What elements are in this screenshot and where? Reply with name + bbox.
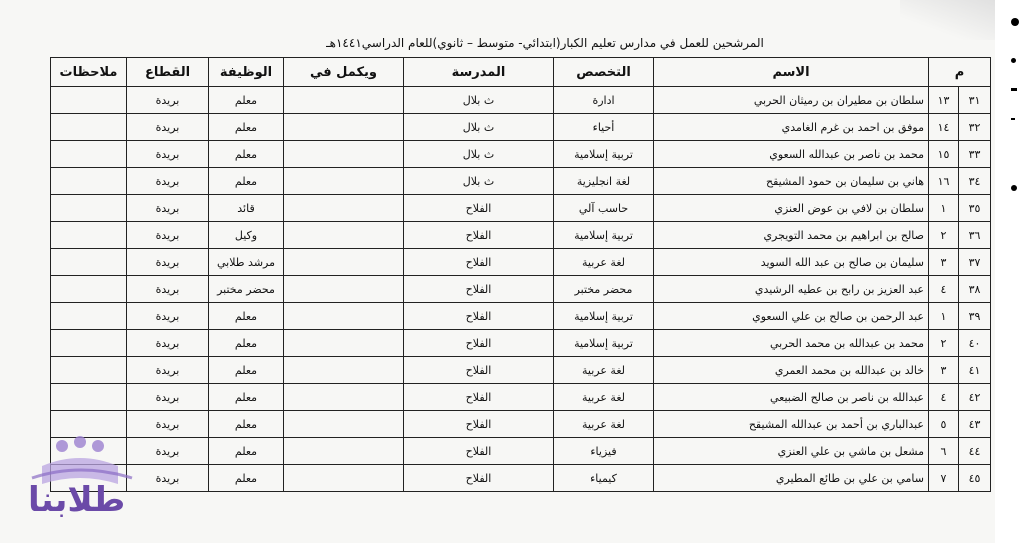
cell-sub: ٣ [929,249,959,276]
cell-job: معلم [209,141,284,168]
cell-sub: ١٦ [929,168,959,195]
cell-sub: ٤ [929,276,959,303]
cell-name: عبد الرحمن بن صالح بن علي السعوي [654,303,929,330]
cell-job: معلم [209,411,284,438]
cell-name: مشعل بن ماشي بن علي العنزي [654,438,929,465]
cell-sub: ١٤ [929,114,959,141]
cell-name: سليمان بن صالح بن عبد الله السويد [654,249,929,276]
cell-name: عبدالباري بن أحمد بن عبدالله المشيقح [654,411,929,438]
cell-sub: ٢ [929,330,959,357]
cell-spec: فيزياء [554,438,654,465]
cell-complete [284,384,404,411]
cell-num: ٣٧ [959,249,991,276]
cell-school: الفلاح [404,357,554,384]
cell-sector: بريدة [127,384,209,411]
table-row [51,276,991,303]
cell-num: ٤٣ [959,411,991,438]
cell-num: ٤٢ [959,384,991,411]
cell-complete [284,330,404,357]
cell-sector: بريدة [127,87,209,114]
cell-job: معلم [209,87,284,114]
header-school: المدرسة [404,58,554,87]
cell-notes [51,303,127,330]
table-row [51,195,991,222]
cell-sector: بريدة [127,168,209,195]
cell-sub: ٧ [929,465,959,492]
table-row [51,141,991,168]
table-row [51,249,991,276]
cell-complete [284,195,404,222]
cell-sub: ١٥ [929,141,959,168]
header-num: م [929,58,991,87]
cell-spec: لغة عربية [554,249,654,276]
document-title: المرشحين للعمل في مدارس تعليم الكبار(ابتدائي- متوسط – ثانوي)للعام الدراسي١٤٤١هـ [326,36,764,50]
cell-num: ٤٤ [959,438,991,465]
cell-school: ث بلال [404,168,554,195]
cell-notes [51,222,127,249]
cell-name: محمد بن ناصر بن عبدالله السعوي [654,141,929,168]
cell-name: عبد العزيز بن رابح بن عطيه الرشيدي [654,276,929,303]
cell-name: سلطان بن مطيران بن رميثان الحربي [654,87,929,114]
table-row [51,330,991,357]
cell-school: الفلاح [404,465,554,492]
cell-job: محضر مختبر [209,276,284,303]
table-row [51,384,991,411]
header-complete: ويكمل في [284,58,404,87]
cell-spec: تربية إسلامية [554,141,654,168]
cell-school: الفلاح [404,384,554,411]
cell-spec: لغة عربية [554,384,654,411]
cell-sector: بريدة [127,114,209,141]
cell-complete [284,249,404,276]
cell-num: ٣٩ [959,303,991,330]
cell-notes [51,87,127,114]
cell-complete [284,438,404,465]
table-row [51,87,991,114]
watermark-text: طلابنا [28,480,126,520]
header-sector: القطاع [127,58,209,87]
cell-sector: بريدة [127,330,209,357]
cell-spec: كيمياء [554,465,654,492]
cell-notes [51,330,127,357]
cell-notes [51,195,127,222]
cell-notes [51,357,127,384]
table-row [51,222,991,249]
cell-school: الفلاح [404,276,554,303]
cell-spec: حاسب آلي [554,195,654,222]
cell-school: ث بلال [404,141,554,168]
table-row [51,411,991,438]
header-name: الاسم [654,58,929,87]
cell-spec: أحياء [554,114,654,141]
cell-spec: تربية إسلامية [554,303,654,330]
cell-job: مرشد طلابي [209,249,284,276]
cell-spec: تربية إسلامية [554,222,654,249]
table-row [51,465,991,492]
cell-complete [284,87,404,114]
cell-num: ٣٣ [959,141,991,168]
cell-sector: بريدة [127,303,209,330]
cell-complete [284,222,404,249]
cell-complete [284,276,404,303]
cell-sub: ٥ [929,411,959,438]
cell-spec: لغة انجليزية [554,168,654,195]
cell-sub: ١٣ [929,87,959,114]
cell-notes [51,168,127,195]
cell-spec: ادارة [554,87,654,114]
cell-sector: بريدة [127,411,209,438]
table-header-row [51,58,991,87]
cell-sub: ٦ [929,438,959,465]
cell-job: معلم [209,303,284,330]
cell-job: معلم [209,357,284,384]
cell-complete [284,114,404,141]
cell-job: معلم [209,168,284,195]
cell-notes [51,141,127,168]
cell-job: معلم [209,438,284,465]
cell-sector: بريدة [127,141,209,168]
cell-num: ٣٤ [959,168,991,195]
cell-spec: محضر مختبر [554,276,654,303]
cell-school: الفلاح [404,249,554,276]
cell-complete [284,168,404,195]
cell-num: ٣١ [959,87,991,114]
cell-name: سلطان بن لافي بن عوض العنزي [654,195,929,222]
table-row [51,168,991,195]
candidates-table [50,57,991,492]
cell-num: ٣٥ [959,195,991,222]
cell-sector: بريدة [127,276,209,303]
cell-name: هاني بن سليمان بن حمود المشيقح [654,168,929,195]
table-row [51,357,991,384]
cell-complete [284,357,404,384]
cell-name: موفق بن احمد بن غرم الغامدي [654,114,929,141]
cell-num: ٤٥ [959,465,991,492]
cell-sector: بريدة [127,222,209,249]
cell-spec: تربية إسلامية [554,330,654,357]
cell-sector: بريدة [127,249,209,276]
cell-sub: ١ [929,195,959,222]
cell-sector: بريدة [127,465,209,492]
cell-job: وكيل [209,222,284,249]
cell-notes [51,384,127,411]
cell-num: ٣٦ [959,222,991,249]
table-row [51,303,991,330]
header-notes: ملاحظات [51,58,127,87]
cell-school: ث بلال [404,114,554,141]
cell-sub: ٢ [929,222,959,249]
cell-num: ٣٢ [959,114,991,141]
cell-sub: ١ [929,303,959,330]
cell-sector: بريدة [127,357,209,384]
cell-complete [284,411,404,438]
cell-school: الفلاح [404,411,554,438]
page-fold-shadow [900,0,995,40]
cell-sub: ٤ [929,384,959,411]
cell-complete [284,141,404,168]
cell-job: معلم [209,114,284,141]
cell-name: محمد بن عبدالله بن محمد الحربي [654,330,929,357]
cell-name: عبدالله بن ناصر بن صالح الضبيعي [654,384,929,411]
cell-notes [51,114,127,141]
cell-school: الفلاح [404,303,554,330]
table-row [51,438,991,465]
table-row [51,114,991,141]
header-job: الوظيفة [209,58,284,87]
adjacent-page-edge [995,0,1024,543]
cell-num: ٣٨ [959,276,991,303]
cell-school: الفلاح [404,438,554,465]
cell-job: معلم [209,330,284,357]
cell-job: معلم [209,384,284,411]
cell-name: صالح بن ابراهيم بن محمد التويجري [654,222,929,249]
cell-complete [284,465,404,492]
cell-spec: لغة عربية [554,411,654,438]
cell-school: الفلاح [404,195,554,222]
cell-school: ث بلال [404,87,554,114]
cell-sub: ٣ [929,357,959,384]
cell-name: خالد بن عبدالله بن محمد العمري [654,357,929,384]
cell-sector: بريدة [127,195,209,222]
cell-school: الفلاح [404,330,554,357]
cell-sector: بريدة [127,438,209,465]
cell-name: سامي بن علي بن طائع المطيري [654,465,929,492]
cell-job: قائد [209,195,284,222]
header-spec: التخصص [554,58,654,87]
cell-num: ٤٠ [959,330,991,357]
cell-notes [51,249,127,276]
cell-school: الفلاح [404,222,554,249]
cell-notes [51,276,127,303]
cell-job: معلم [209,465,284,492]
cell-complete [284,303,404,330]
cell-num: ٤١ [959,357,991,384]
cell-spec: لغة عربية [554,357,654,384]
